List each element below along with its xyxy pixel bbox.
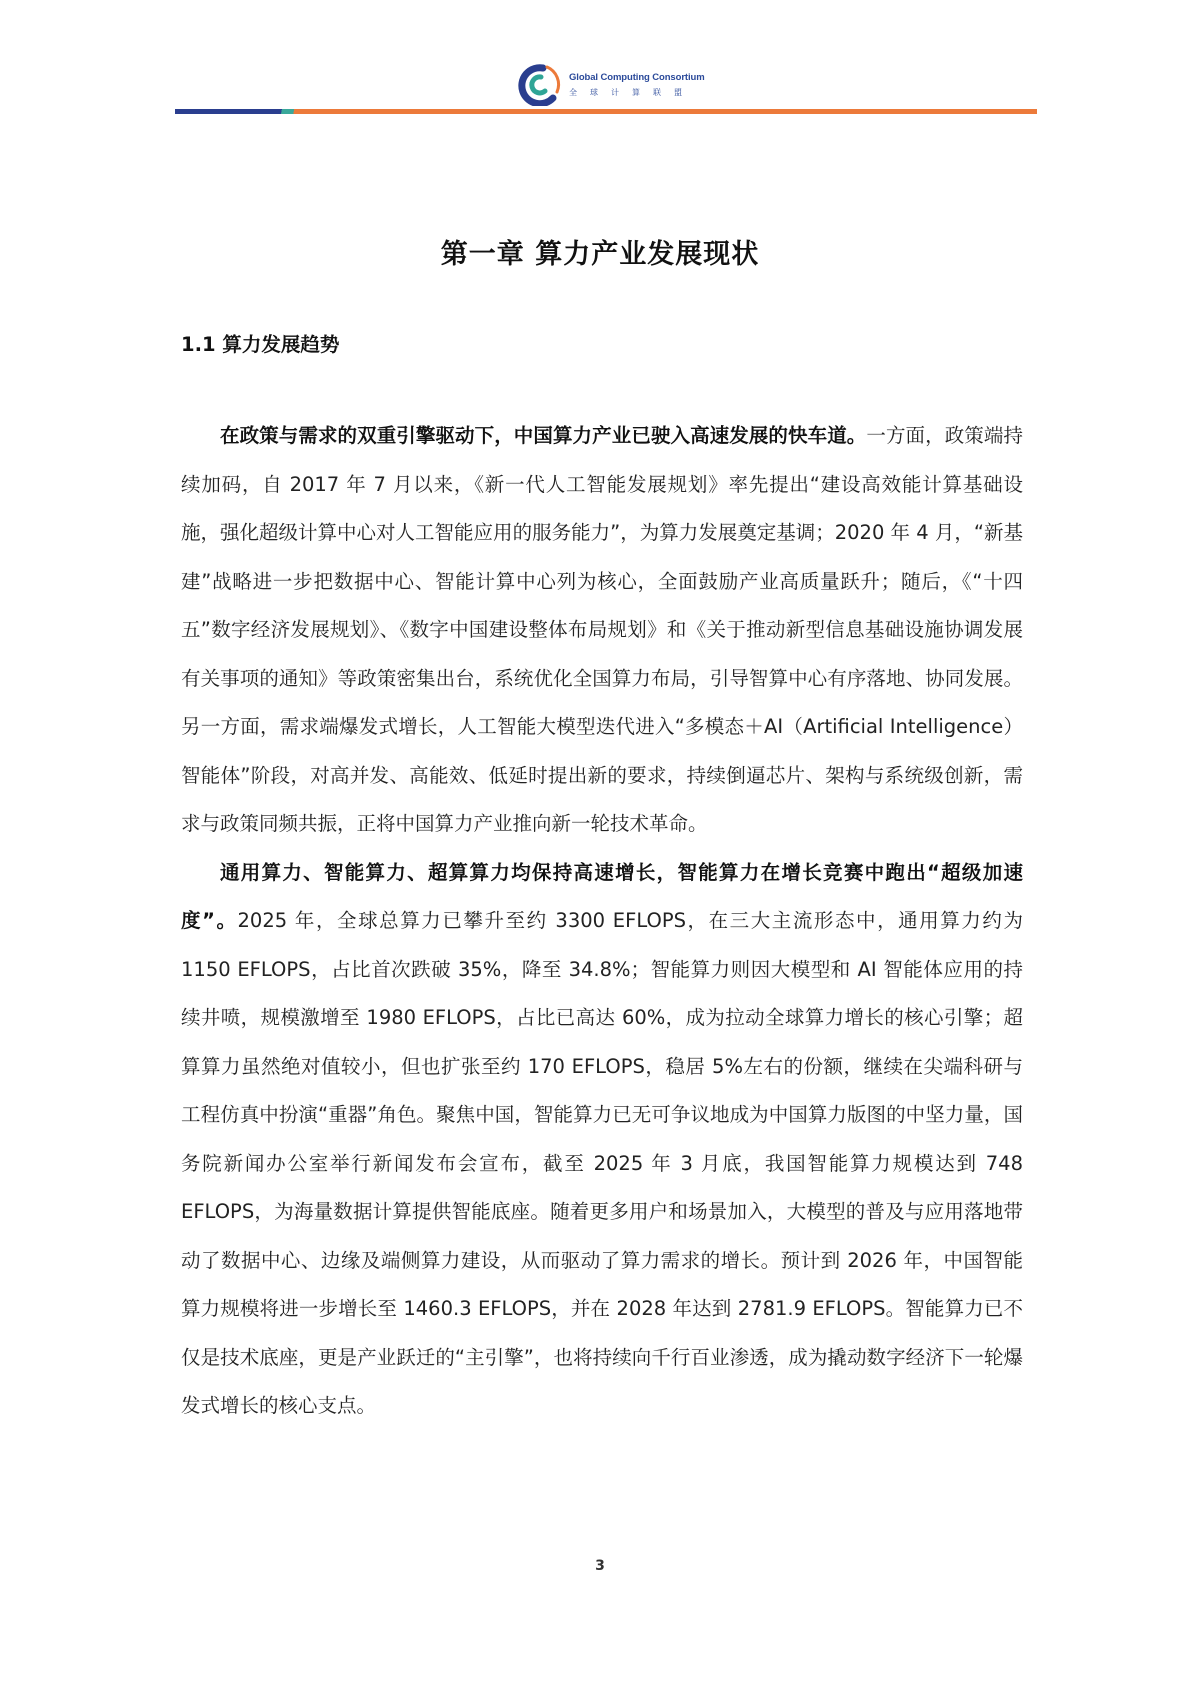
paragraph-body: 一方面，政策端持续加码，自 2017 年 7 月以来，《新一代人工智能发展规划》率先提出“建设高效能计算基础设施，强化超级计算中心对人工智能应用的服务能力”，为算力发展奠定基调；2020 年 4 月，“新基建”战略进一步把数据中心、智能计算中心列为核心，全面鼓励产业高质量跃升；随后，《“十四五”数字经济发展规划》、《数字中国建设整体布局规划》和《关于推动新型信息基础设施协调发展有关事项的通知》等政策密集出台，系统优化全国算力布局，引导智算中心有序落地、协同发展。另一方面，需求端爆发式增长，人工智能大模型迭代进入“多模态＋AI（Artificial Intelligence）智能体”阶段，对高并发、高能效、低延时提出新的要求，持续倒逼芯片、架构与系统级创新，需求与政策同频共振，正将中国算力产业推向新一轮技术革命。 (181, 424, 1023, 835)
section-title: 1.1 算力发展趋势 (181, 333, 340, 356)
paragraph-policy-demand (181, 412, 1023, 849)
paragraph-lead-sentence: 在政策与需求的双重引擎驱动下，中国算力产业已驶入高速发展的快车道。 (220, 424, 867, 447)
consortium-logo (513, 64, 705, 106)
paragraph-body: 2025 年，全球总算力已攀升至约 3300 EFLOPS，在三大主流形态中，通用算力约为 1150 EFLOPS，占比首次跌破 35%，降至 34.8%；智能算力则因大模型和 AI 智能体应用的持续井喷，规模激增至 1980 EFLOPS，占比已高达 60%，成为拉动全球算力增长的核心引擎；超算算力虽然绝对值较小，但也扩张至约 170 EFLOPS，稳居 5%左右的份额，继续在尖端科研与工程仿真中扮演“重器”角色。聚焦中国，智能算力已无可争议地成为中国算力版图的中坚力量，国务院新闻办公室举行新闻发布会宣布，截至 2025 年 3 月底，我国智能算力规模达到 748 EFLOPS，为海量数据计算提供智能底座。随着更多用户和场景加入，大模型的普及与应用落地带动了数据中心、边缘及端侧算力建设，从而驱动了算力需求的增长。预计到 2026 年，中国智能算力规模将进一步增长至 1460.3 EFLOPS，并在 2028 年达到 2781.9 EFLOPS。智能算力已不仅是技术底座，更是产业跃迁的“主引擎”，也将持续向千行百业渗透，成为撬动数字经济下一轮爆发式增长的核心支点。 (181, 909, 1023, 1417)
paragraph-computing-growth (181, 849, 1023, 1431)
logo-name-en: Global Computing Consortium (569, 72, 705, 83)
header-bar-teal-segment (280, 109, 298, 114)
paragraph-lead-sentence: 通用算力、智能算力、超算算力均保持高速增长，智能算力在增长竞赛中跑出“超级加速度”。 (181, 860, 1023, 932)
body-text (181, 412, 1023, 1431)
logo-name-cn: 全球计算联盟 (569, 88, 695, 97)
page-number: 3 (595, 1558, 605, 1574)
header-bar-orange-segment (298, 109, 1037, 114)
header-bar-blue-segment (175, 109, 280, 114)
logo-mark-icon (513, 64, 563, 106)
page-header (0, 0, 1200, 120)
chapter-title: 第一章 算力产业发展现状 (440, 239, 760, 270)
header-divider-bar (175, 109, 1037, 114)
